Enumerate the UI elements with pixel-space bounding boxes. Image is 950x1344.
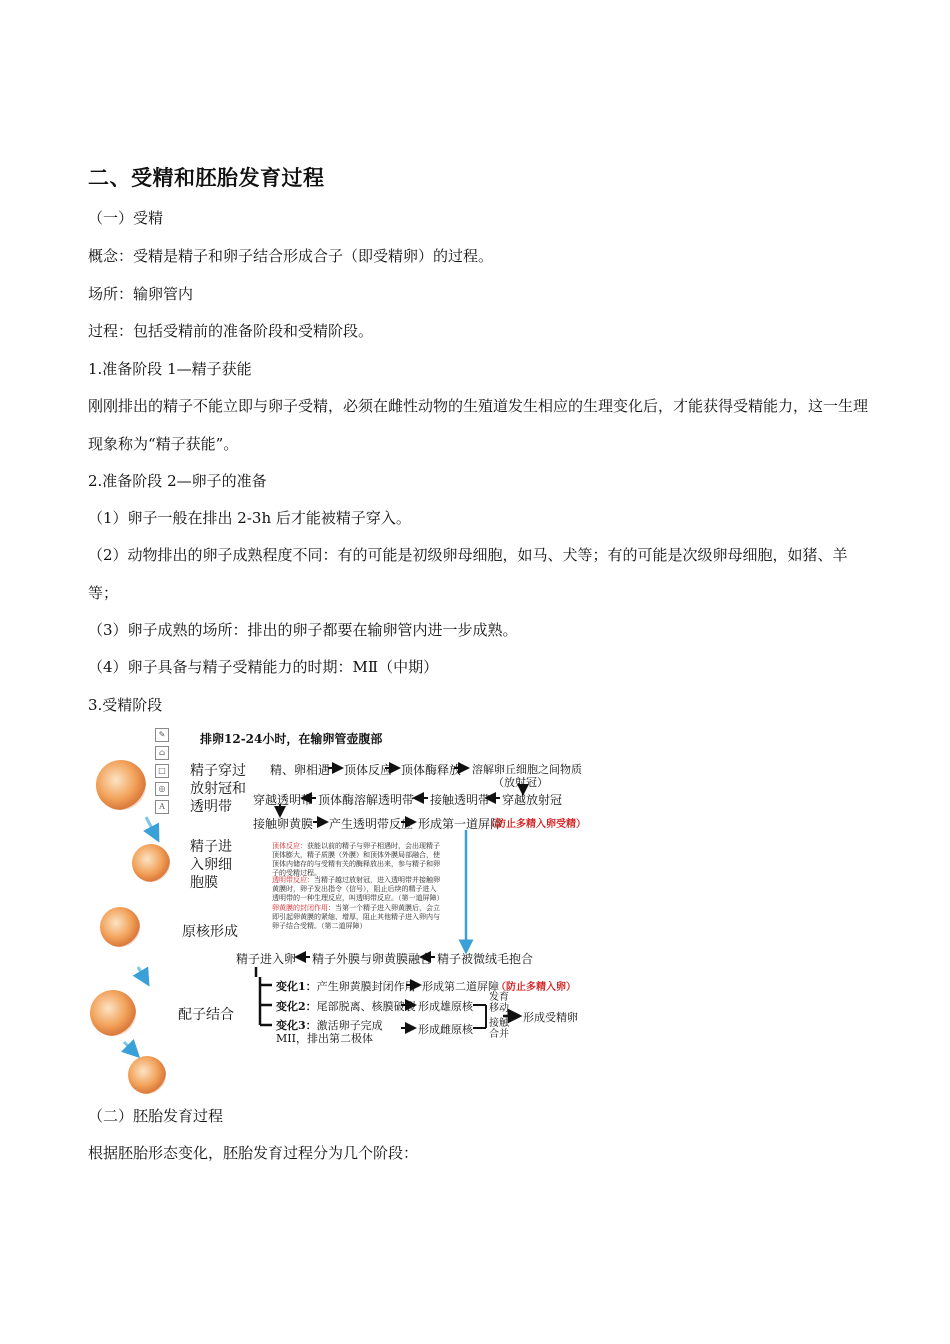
note-vitelline-text: 当第一个精子进入卵黄膜后，会立即引起卵黄膜的紧缩、增厚，阻止其他精子进入卵内与卵子结合受精。（第二道屏障） xyxy=(272,904,440,930)
figure-top-label: 排卵12-24小时，在输卵管壶腹部 xyxy=(200,732,383,746)
place-line: 场所：输卵管内 xyxy=(88,285,194,303)
row4-step2: 精子外膜与卵黄膜融合 xyxy=(312,952,433,966)
change1-label: 变化1： xyxy=(276,980,317,993)
square-icon: □ xyxy=(155,764,169,778)
concept-line: 概念：受精是精子和卵子结合形成合子（即受精卵）的过程。 xyxy=(88,247,494,265)
final-result: 形成受精卵 xyxy=(523,1011,578,1024)
prep2-item-4: （4）卵子具备与精子受精能力的时期：MⅡ（中期） xyxy=(88,658,439,676)
row2-step4: 穿越放射冠 xyxy=(502,793,563,807)
row1-step4-note: （放射冠） xyxy=(493,776,548,789)
egg-cell-image-2 xyxy=(132,844,170,882)
change2 xyxy=(276,998,416,1014)
change2-label: 变化2： xyxy=(276,1000,317,1013)
row3-note: （防止多精入卵受精） xyxy=(486,819,586,830)
egg-cell-image-3 xyxy=(100,907,140,947)
prep2-item-3: （3）卵子成熟的场所：排出的卵子都要在输卵管内进一步成熟。 xyxy=(88,621,518,639)
row4-step1: 精子进入卵 xyxy=(236,952,297,966)
change3-label: 变化3： xyxy=(276,1019,317,1032)
row3-step1: 接触卵黄膜 xyxy=(253,817,314,831)
merge-step4: 合并 xyxy=(489,1029,509,1040)
stage3-title: 3.受精阶段 xyxy=(88,696,163,714)
merge-step3: 接触 xyxy=(489,1018,509,1029)
prep1-title: 1.准备阶段 1—精子获能 xyxy=(88,360,252,378)
change1-note: （防止多精入卵） xyxy=(496,982,576,993)
note-zona xyxy=(272,876,442,903)
note-acrosome xyxy=(272,842,442,878)
stage-label-3: 原核形成 xyxy=(182,924,238,940)
note-acrosome-text: 获能以前的精子与卵子相遇时，会出现精子顶体膨大，精子质膜（外膜）和顶体外膜局部融合，使顶体内储存的与受精有关的酶释放出来，参与精子和卵子的受精过程。 xyxy=(272,842,440,877)
note-vitelline-head: 卵黄膜的封闭作用： xyxy=(272,904,335,912)
change2-text: 尾部脱离、核膜破裂 xyxy=(316,1000,416,1013)
row1-step4: 溶解卵丘细胞之间物质 xyxy=(472,763,582,776)
egg-cell-image-5 xyxy=(128,1056,166,1094)
prep2-title: 2.准备阶段 2—卵子的准备 xyxy=(88,472,267,490)
lightbulb-icon: ◎ xyxy=(155,782,169,796)
row1-step1: 精、卵相遇 xyxy=(270,763,331,777)
prep2-item-1: （1）卵子一般在排出 2-3h 后才能被精子穿入。 xyxy=(88,509,411,527)
row2-step3: 接触透明带 xyxy=(430,793,491,807)
row1-step2: 顶体反应 xyxy=(344,763,393,777)
change3 xyxy=(276,1019,402,1045)
egg-cell-image-4 xyxy=(90,990,136,1036)
subsection-embryo: （二）胚胎发育过程 xyxy=(88,1107,224,1125)
note-zona-head: 透明带反应： xyxy=(272,876,314,884)
section-heading: 二、受精和胚胎发育过程 xyxy=(88,165,325,190)
note-zona-text: 当精子越过放射冠，进入透明带并接触卵黄膜时，卵子发出指令（信号），阻止后续的精子进入透明带的一种生理反应，叫透明带反应。（第一道屏障） xyxy=(272,876,444,902)
change1 xyxy=(276,978,416,994)
shape-icon: ⌂ xyxy=(155,746,169,760)
change3-text: 激活卵子完成MII，排出第二极体 xyxy=(276,1019,383,1045)
pencil-icon: ✎ xyxy=(155,728,169,742)
row3-step3: 形成第一道屏障 xyxy=(418,817,503,831)
note-vitelline xyxy=(272,904,442,931)
row4-step3: 精子被微绒毛抱合 xyxy=(437,952,534,966)
stage-label-1: 精子穿过放射冠和透明带 xyxy=(190,763,246,815)
process-line: 过程：包括受精前的准备阶段和受精阶段。 xyxy=(88,322,374,340)
merge-step1: 发育 xyxy=(489,992,509,1003)
row3-step2: 产生透明带反应 xyxy=(329,817,414,831)
change1-text: 产生卵黄膜封闭作用 xyxy=(316,980,416,993)
prep2-item-2: （2）动物排出的卵子成熟程度不同：有的可能是初级卵母细胞，如马、犬等；有的可能是次级卵母细胞，如猪、羊等； xyxy=(88,546,848,602)
change2-result: 形成雄原核 xyxy=(418,1000,473,1013)
fertilization-diagram xyxy=(88,722,588,1092)
change1-result: 形成第二道屏障 xyxy=(422,980,499,993)
stage-label-4: 配子结合 xyxy=(178,1007,234,1023)
embryo-intro: 根据胚胎形态变化，胚胎发育过程分为几个阶段： xyxy=(88,1144,419,1162)
row2-step1: 穿越透明带 xyxy=(253,793,314,807)
subsection-fertilization: （一）受精 xyxy=(88,209,164,227)
stage-label-2: 精子进入卵细胞膜 xyxy=(190,839,232,891)
row1-step3: 顶体酶释放 xyxy=(401,763,462,777)
row2-step2: 顶体酶溶解透明带 xyxy=(318,793,415,807)
egg-cell-image-1 xyxy=(96,760,146,810)
merge-step2: 移动 xyxy=(489,1003,509,1014)
prep1-text: 刚刚排出的精子不能立即与卵子受精，必须在雌性动物的生殖道发生相应的生理变化后，才能获得受精能力，这一生理现象称为“精子获能”。 xyxy=(88,397,869,453)
text-icon: A xyxy=(155,800,169,814)
note-acrosome-head: 顶体反应： xyxy=(272,842,307,850)
change3-result: 形成雌原核 xyxy=(418,1023,473,1036)
